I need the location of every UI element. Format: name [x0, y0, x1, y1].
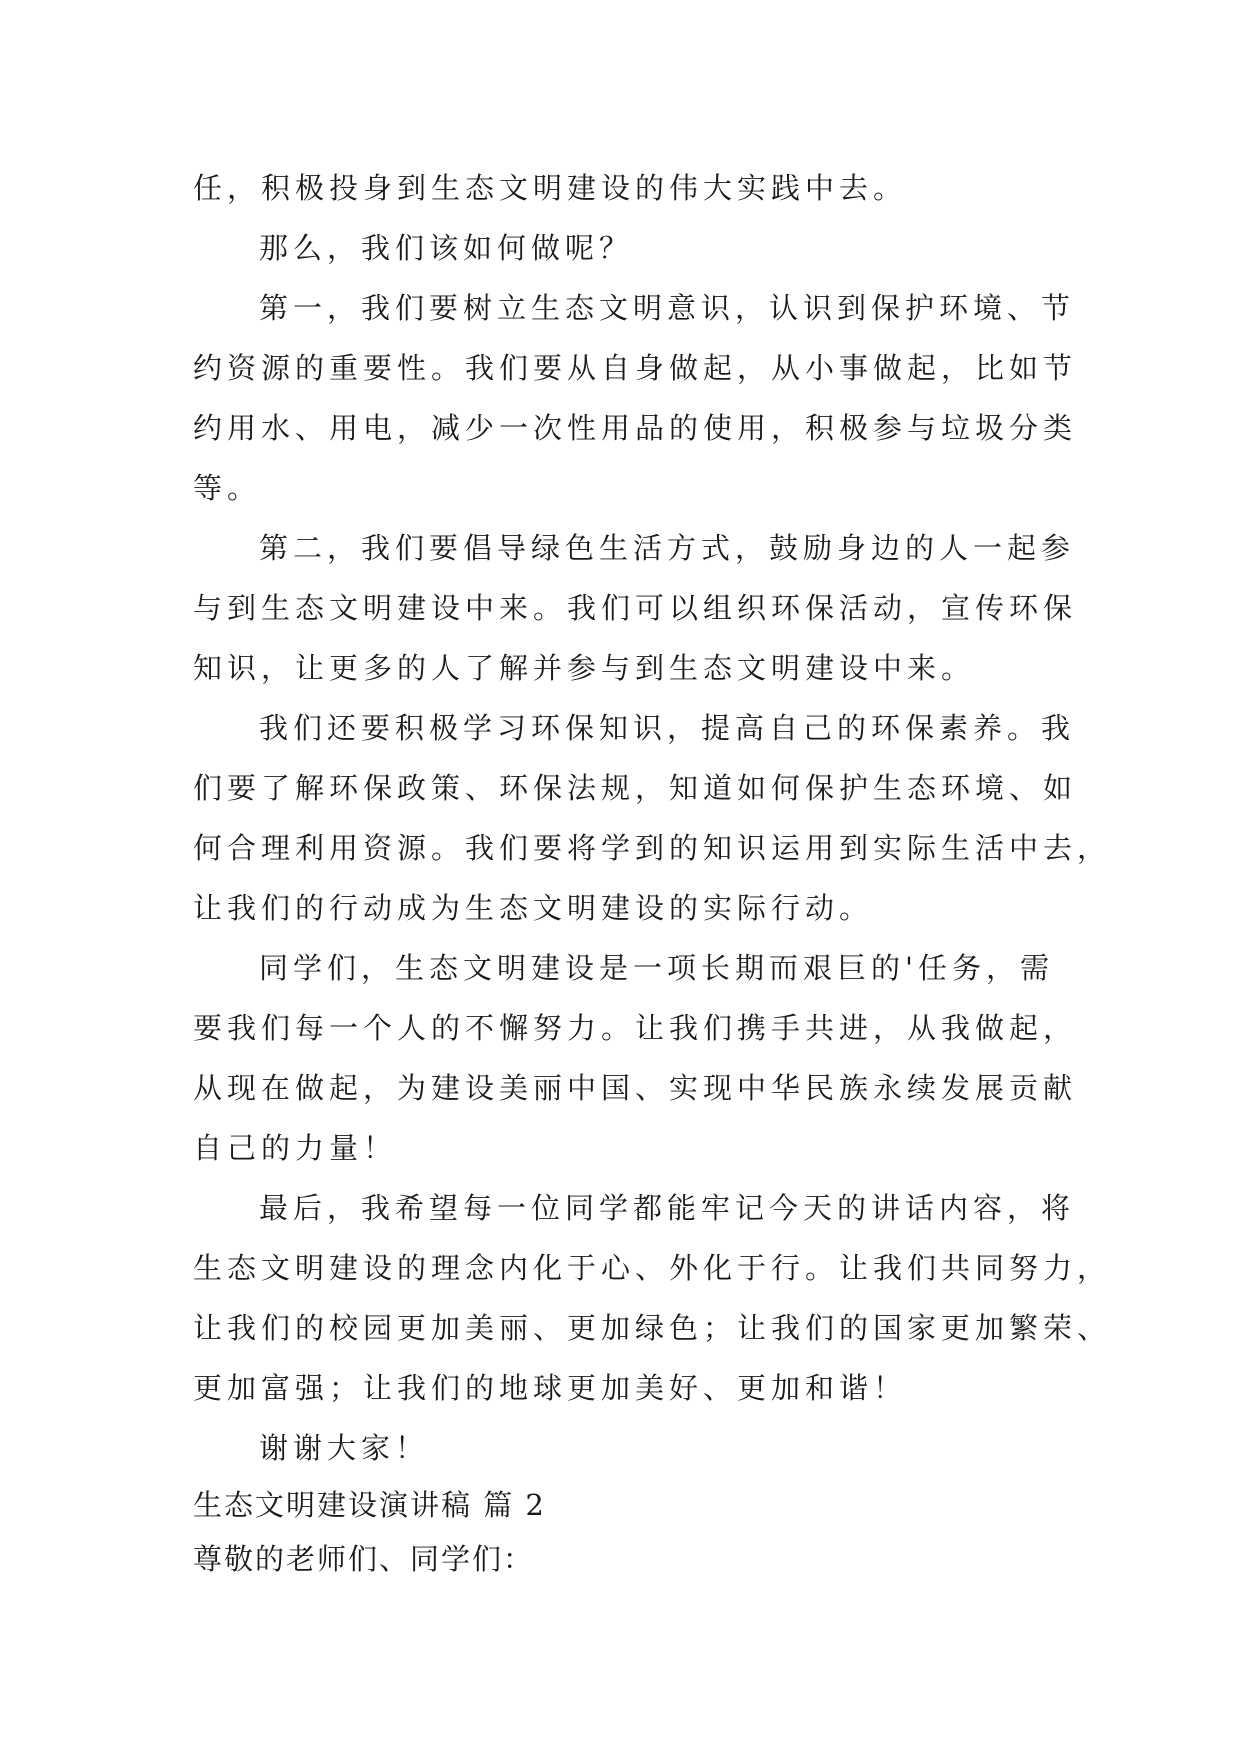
text-line: 第二，我们要倡导绿色生活方式，鼓励身边的人一起参 — [259, 531, 1076, 565]
section-heading: 生态文明建设演讲稿 篇 2 — [193, 1488, 546, 1522]
text-line: 自己的力量！ — [193, 1131, 398, 1165]
text-line: 让我们的校园更加美丽、更加绿色；让我们的国家更加繁荣、 — [193, 1311, 1112, 1345]
text-line: 何合理利用资源。我们要将学到的知识运用到实际生活中去， — [193, 831, 1112, 865]
text-line: 更加富强；让我们的地球更加美好、更加和谐！ — [193, 1371, 908, 1405]
text-line: 同学们，生态文明建设是一项长期而艰巨的'任务，需 — [259, 951, 1054, 985]
text-line: 等。 — [193, 471, 262, 505]
text-line: 从现在做起，为建设美丽中国、实现中华民族永续发展贡献 — [193, 1071, 1078, 1105]
text-line: 生态文明建设的理念内化于心、外化于行。让我们共同努力， — [193, 1251, 1112, 1285]
document-body — [193, 158, 1112, 1586]
text-line: 约用水、用电，减少一次性用品的使用，积极参与垃圾分类 — [193, 411, 1078, 445]
text-line: 让我们的行动成为生态文明建设的实际行动。 — [193, 891, 874, 925]
text-line: 约资源的重要性。我们要从自身做起，从小事做起，比如节 — [193, 351, 1078, 385]
text-line: 第一，我们要树立生态文明意识，认识到保护环境、节 — [259, 291, 1076, 325]
salutation: 尊敬的老师们、同学们： — [193, 1542, 535, 1576]
text-line: 要我们每一个人的不懈努力。让我们携手共进，从我做起， — [193, 1011, 1078, 1045]
text-line: 知识，让更多的人了解并参与到生态文明建设中来。 — [193, 651, 976, 685]
text-line: 我们还要积极学习环保知识，提高自己的环保素养。我 — [259, 711, 1076, 745]
closing-line: 谢谢大家！ — [259, 1431, 430, 1465]
text-line: 任，积极投身到生态文明建设的伟大实践中去。 — [193, 171, 908, 205]
text-line: 那么，我们该如何做呢？ — [259, 231, 634, 265]
text-line: 最后，我希望每一位同学都能牢记今天的讲话内容，将 — [259, 1191, 1076, 1225]
text-line: 们要了解环保政策、环保法规，知道如何保护生态环境、如 — [193, 771, 1078, 805]
text-line: 与到生态文明建设中来。我们可以组织环保活动，宣传环保 — [193, 591, 1078, 625]
